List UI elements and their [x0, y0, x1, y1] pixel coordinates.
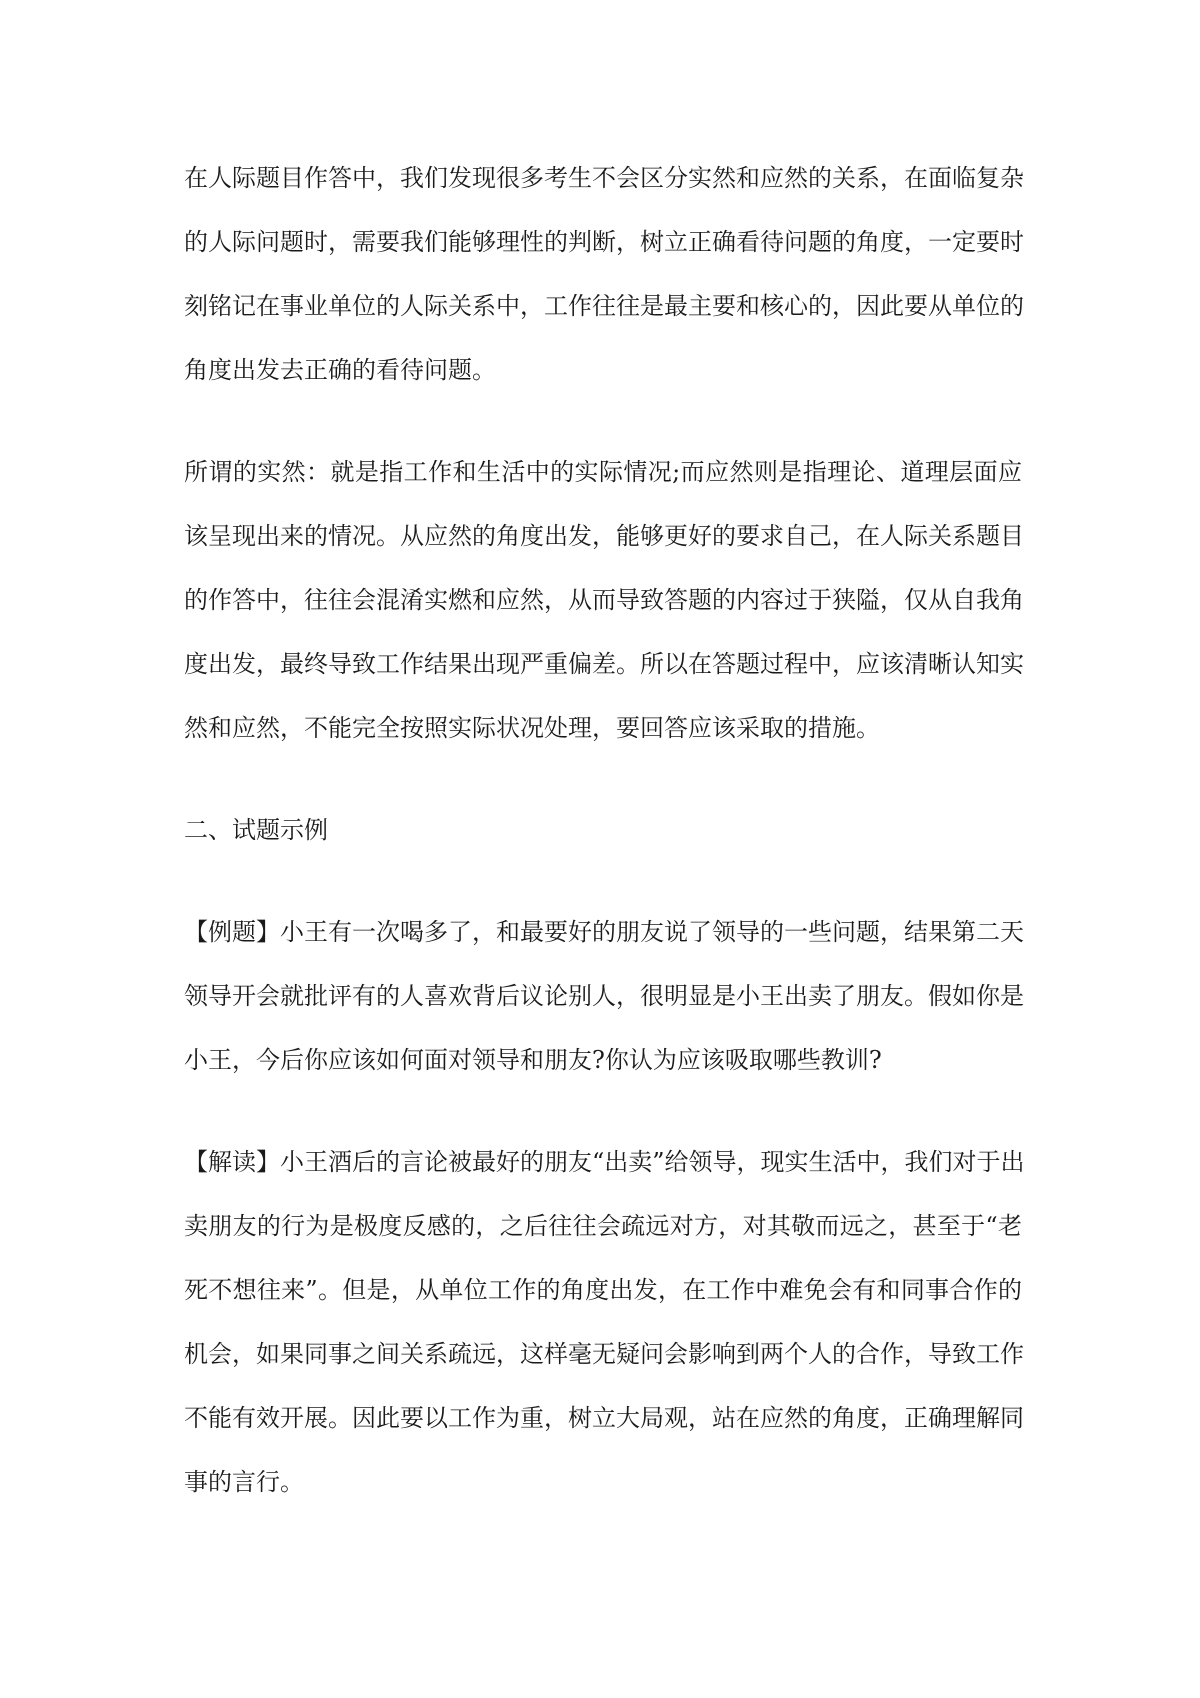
text-line: 事的言行。 [184, 1468, 304, 1496]
text-line: 所谓的实然：就是指工作和生活中的实际情况;而应然则是指理论、道理层面应 [184, 458, 1022, 486]
text-line: 卖朋友的行为是极度反感的，之后往往会疏远对方，对其敬而远之，甚至于“老 [184, 1212, 1022, 1240]
paragraph-intro [184, 146, 1022, 402]
paragraph-spacer [184, 402, 1022, 440]
text-line: 机会，如果同事之间关系疏远，这样毫无疑问会影响到两个人的合作，导致工作 [184, 1340, 1024, 1368]
text-line: 不能有效开展。因此要以工作为重，树立大局观，站在应然的角度，正确理解同 [184, 1404, 1024, 1432]
text-line: 的作答中，往往会混淆实燃和应然，从而导致答题的内容过于狭隘，仅从自我角 [184, 586, 1024, 614]
text-line: 刻铭记在事业单位的人际关系中，工作往往是最主要和核心的，因此要从单位的 [184, 292, 1024, 320]
paragraph-definition [184, 440, 1022, 760]
text-line: 领导开会就批评有的人喜欢背后议论别人，很明显是小王出卖了朋友。假如你是 [184, 982, 1024, 1010]
paragraph-spacer [184, 1092, 1022, 1130]
heading-text: 二、试题示例 [184, 816, 328, 844]
text-line: 的人际问题时，需要我们能够理性的判断，树立正确看待问题的角度，一定要时 [184, 228, 1024, 256]
paragraph-spacer [184, 862, 1022, 900]
paragraph-analysis [184, 1130, 1025, 1514]
paragraph-spacer [184, 760, 1022, 798]
text-line: 角度出发去正确的看待问题。 [184, 356, 496, 384]
paragraph-example [184, 900, 1022, 1092]
text-line: 死不想往来”。但是，从单位工作的角度出发，在工作中难免会有和同事合作的 [184, 1276, 1022, 1304]
section-heading [184, 798, 1022, 862]
text-line: 在人际题目作答中，我们发现很多考生不会区分实然和应然的关系，在面临复杂 [184, 164, 1024, 192]
text-line: 该呈现出来的情况。从应然的角度出发，能够更好的要求自己，在人际关系题目 [184, 522, 1024, 550]
text-line: 【例题】小王有一次喝多了，和最要好的朋友说了领导的一些问题，结果第二天 [184, 918, 1024, 946]
text-line: 【解读】小王酒后的言论被最好的朋友“出卖”给领导，现实生活中，我们对于出 [184, 1148, 1025, 1176]
text-line: 小王，今后你应该如何面对领导和朋友?你认为应该吸取哪些教训? [184, 1046, 882, 1074]
text-line: 度出发，最终导致工作结果出现严重偏差。所以在答题过程中，应该清晰认知实 [184, 650, 1024, 678]
document-body [184, 146, 1025, 1514]
text-line: 然和应然，不能完全按照实际状况处理，要回答应该采取的措施。 [184, 714, 880, 742]
